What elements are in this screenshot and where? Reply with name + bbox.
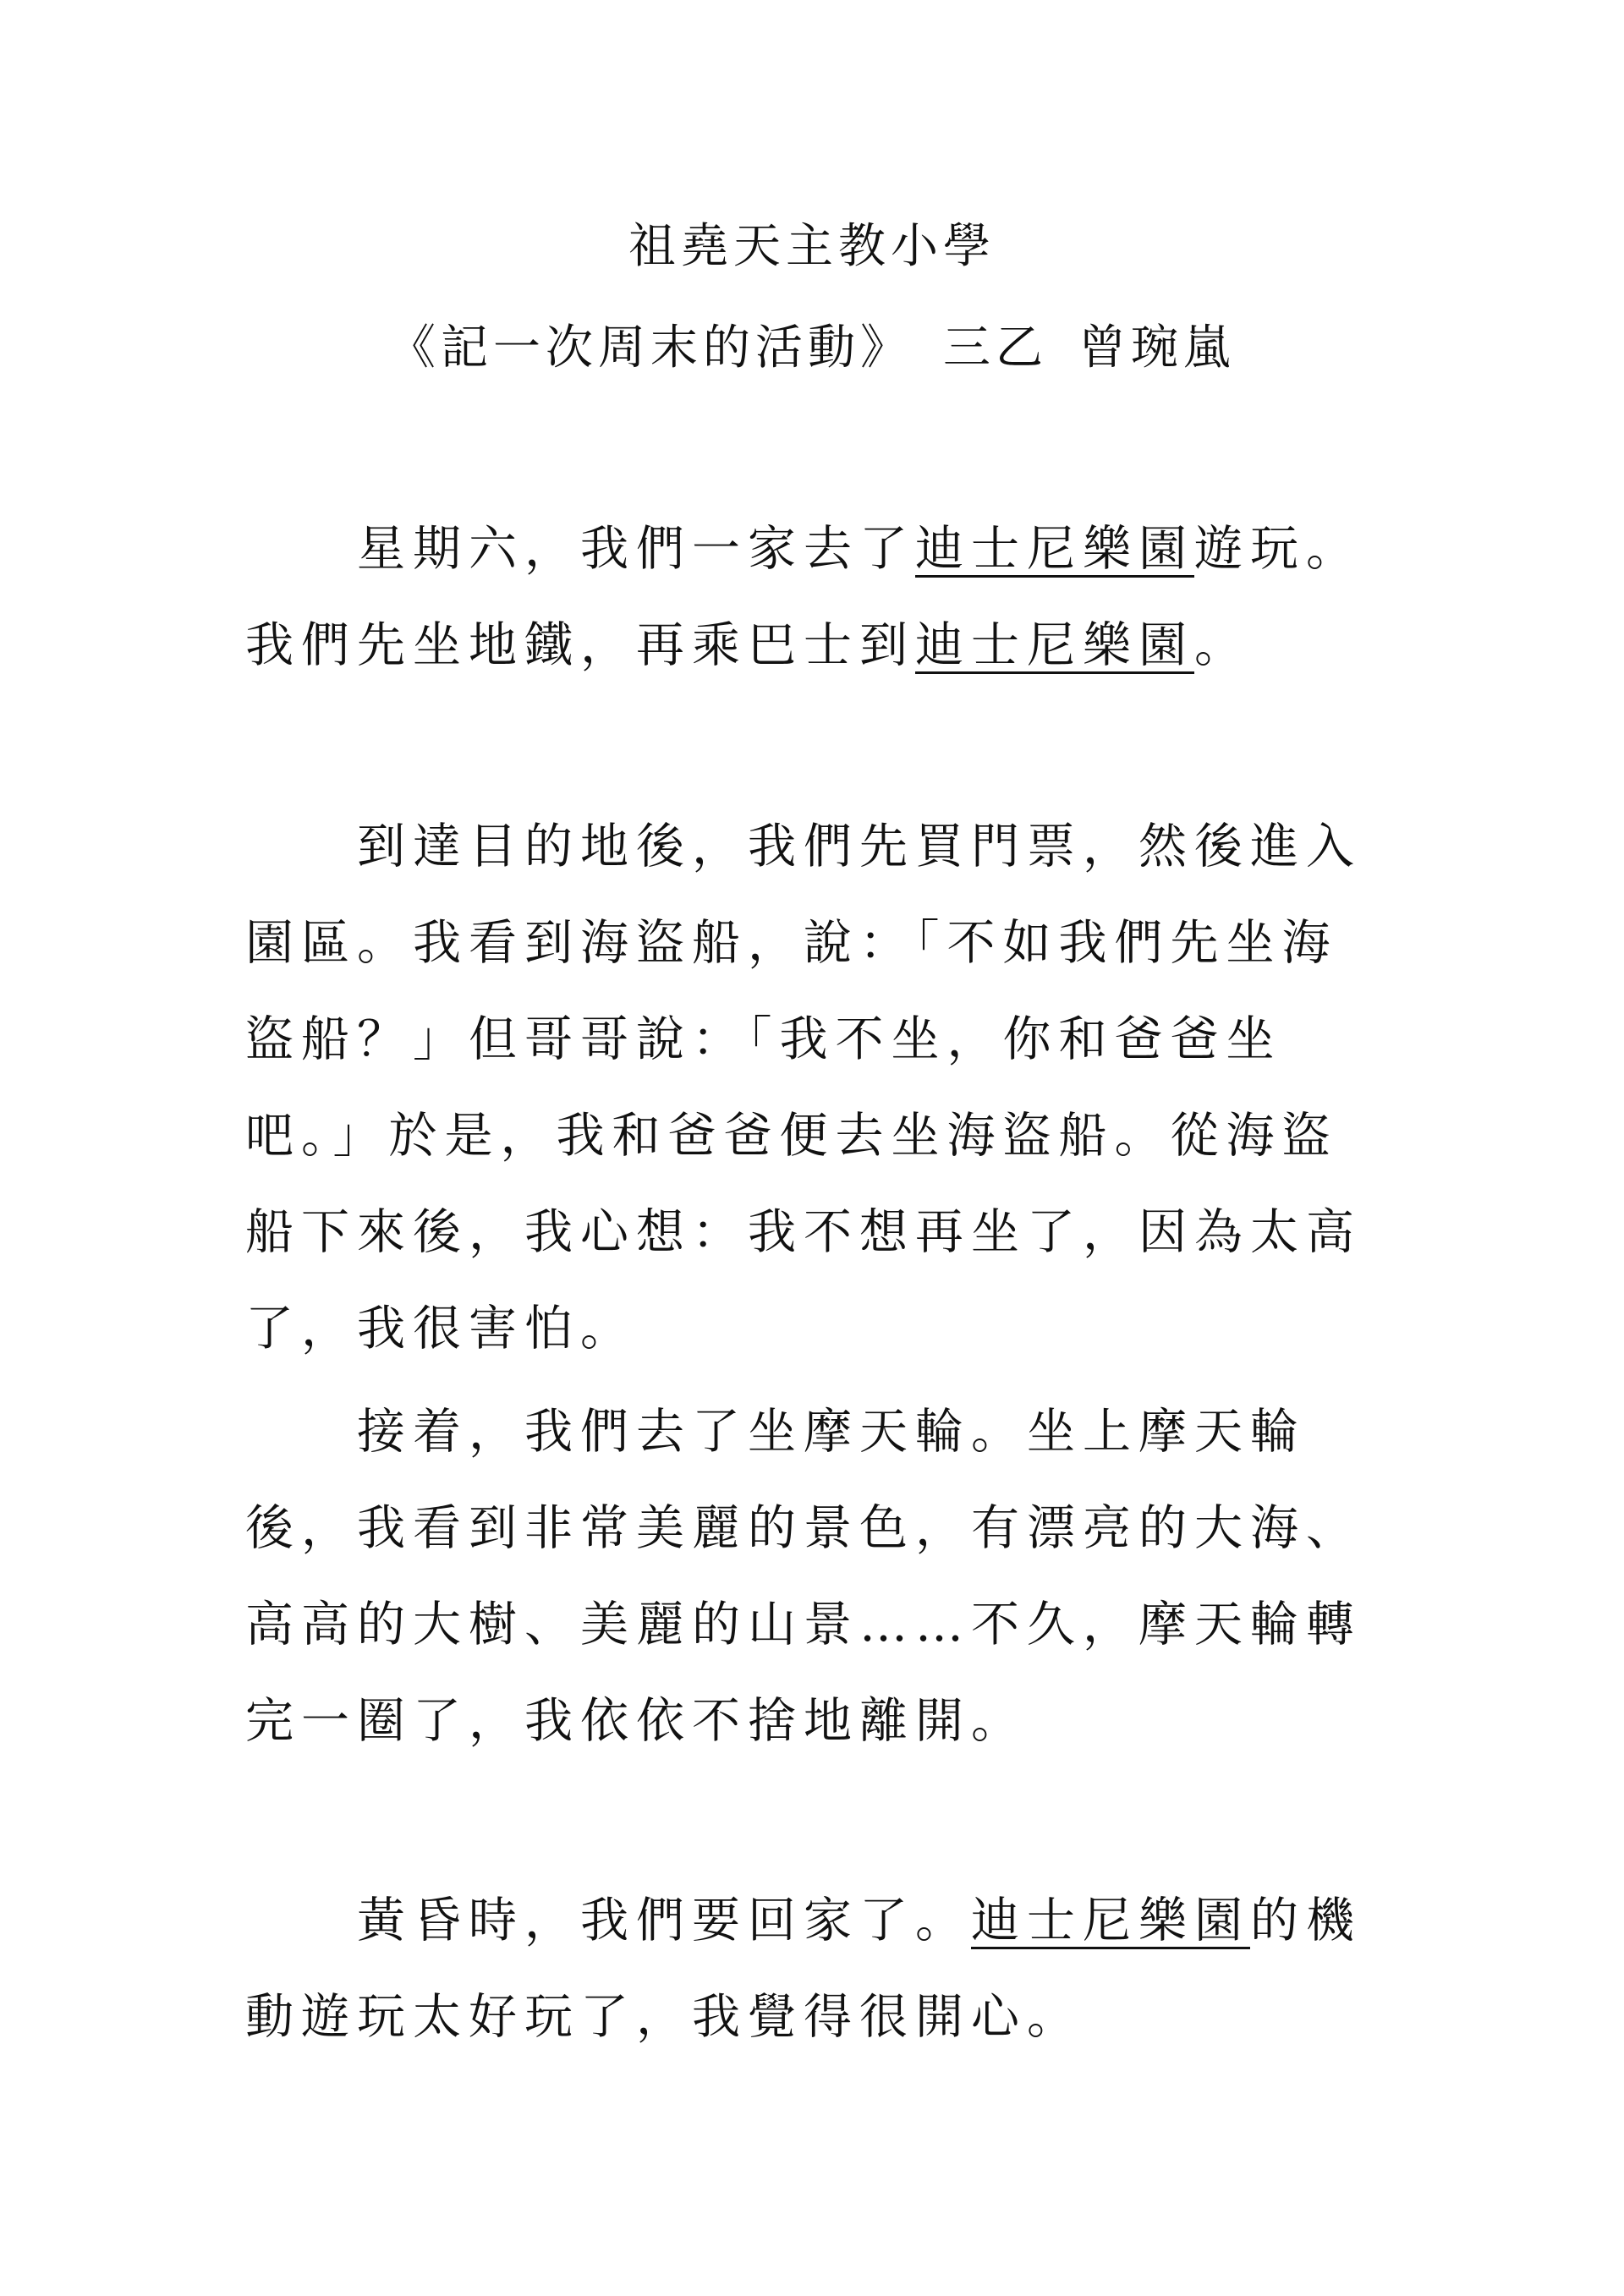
- paragraph-2: [245, 798, 1387, 1377]
- essay-title: 《記一次周末的活動》: [388, 321, 913, 375]
- text-segment: 接着，我們去了坐摩天輪。坐上摩天輪後，我看到非常美麗的景色，有漂亮的大海、高高的大樹、美麗的山景……不久，摩天輪轉完一圈了，我依依不捨地離開。: [245, 1404, 1362, 1749]
- essay-heading: [0, 315, 1624, 382]
- text-segment: 遊玩。我們先坐地鐵，再乘巴士到: [245, 521, 1362, 673]
- place-name-underlined: 迪士尼樂園: [971, 1893, 1250, 1948]
- class-name: 三乙: [943, 321, 1048, 375]
- place-name-underlined: 迪士尼樂園: [915, 521, 1194, 577]
- author-name: 曾琬嵐: [1078, 321, 1236, 375]
- school-name: 祖堯天主教小學: [628, 219, 996, 274]
- paragraph-1: [245, 501, 1387, 693]
- paragraph-4: [245, 1872, 1387, 2065]
- text-segment: 的機動遊玩太好玩了，我覺得很開心。: [245, 1893, 1362, 2045]
- text-segment: 。: [1194, 617, 1250, 673]
- text-segment: 到達目的地後，我們先買門票，然後進入園區。我看到海盜船，說：「不如我們先坐海盜船？」但哥哥說：「我不坐，你和爸爸坐吧。」於是，我和爸爸便去坐海盜船。從海盜船下來後，我心想：我不想再坐了，因為太高了，我很害怕。: [245, 819, 1362, 1356]
- paragraph-3: [245, 1384, 1387, 1769]
- text-segment: 星期六，我們一家去了: [357, 521, 915, 577]
- text-segment: 黃昏時，我們要回家了。: [357, 1893, 971, 1948]
- place-name-underlined: 迪士尼樂園: [915, 617, 1194, 673]
